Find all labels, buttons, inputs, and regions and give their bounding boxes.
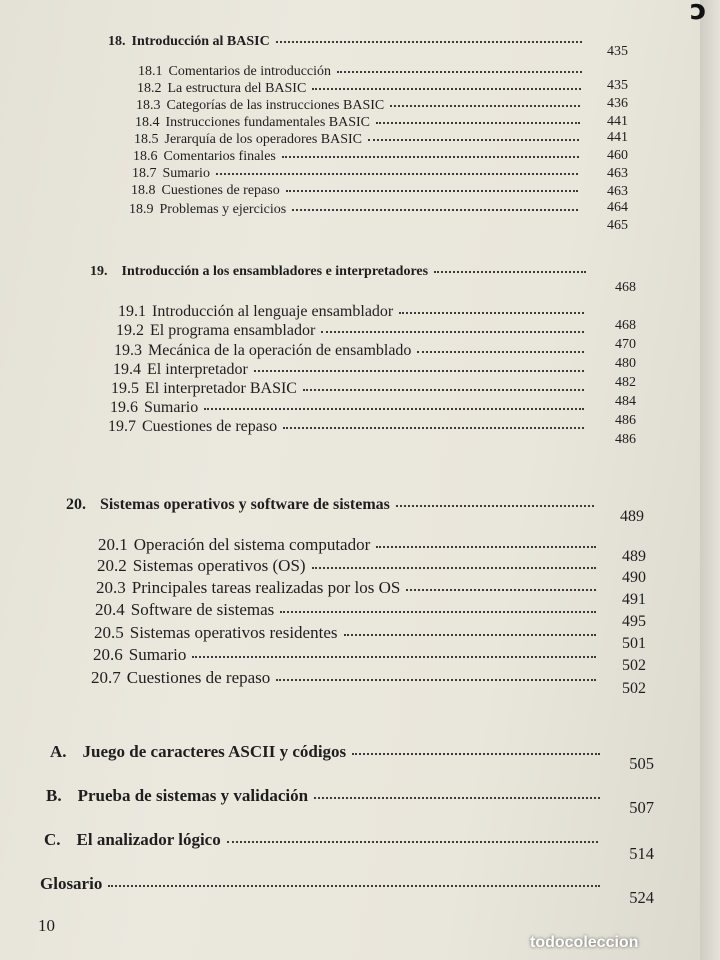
watermark: todocoleccion xyxy=(530,934,639,951)
toc-page-number: 460 xyxy=(607,148,628,163)
toc-page-number: 502 xyxy=(622,657,646,674)
toc-page-number: 441 xyxy=(607,130,628,145)
appendix-page-number: 514 xyxy=(629,844,654,863)
toc-page-number: 491 xyxy=(622,591,646,608)
dot-leader xyxy=(376,121,580,124)
glossary-entry: Glosario xyxy=(40,874,606,894)
dot-leader xyxy=(292,208,578,211)
dot-leader xyxy=(344,633,597,636)
toc-page-number: 502 xyxy=(622,680,646,697)
appendix-page-number: 505 xyxy=(629,754,654,773)
toc-entry: 18.6 Comentarios finales xyxy=(133,149,585,165)
chapter-19-page: 468 xyxy=(615,280,636,295)
dot-leader xyxy=(204,407,584,410)
chapter-number: 19. xyxy=(90,264,108,279)
toc-entry: 19.4 El interpretador xyxy=(113,361,590,379)
dot-leader xyxy=(216,172,578,175)
chapter-number: 18. xyxy=(108,34,126,49)
chapter-18-page: 435 xyxy=(607,44,628,59)
appendix-page-number: 507 xyxy=(629,798,654,817)
dot-leader xyxy=(399,311,584,314)
chapter-title: Introducción al BASIC xyxy=(131,34,270,49)
dot-leader xyxy=(368,138,579,141)
toc-page-number: 441 xyxy=(607,114,628,129)
dot-leader xyxy=(352,752,600,755)
toc-page-number: 436 xyxy=(607,96,628,111)
appendix-c-entry: C. El analizador lógico xyxy=(44,830,604,850)
toc-entry: 20.7 Cuestiones de repaso xyxy=(91,668,602,688)
dot-leader xyxy=(406,588,596,591)
chapter-19-heading xyxy=(90,264,592,280)
toc-page-number: 464 xyxy=(607,200,628,215)
toc-entry: 20.5 Sistemas operativos residentes xyxy=(94,623,602,643)
toc-entry: 18.1 Comentarios de introducción xyxy=(138,64,588,80)
cropped-mark: ɔ xyxy=(690,0,707,20)
toc-entry: 19.2 El programa ensamblador xyxy=(116,322,590,340)
dot-leader xyxy=(282,155,579,158)
glossary-page-number: 524 xyxy=(629,888,654,907)
toc-page-number: 501 xyxy=(622,635,646,652)
dot-leader xyxy=(434,270,586,273)
toc-entry: 20.3 Principales tareas realizadas por los OS xyxy=(96,578,602,598)
chapter-title: Introducción a los ensambladores e interpretadores xyxy=(121,264,429,279)
dot-leader xyxy=(303,388,584,391)
chapter-20-heading xyxy=(66,496,600,514)
toc-entry: 18.5 Jerarquía de los operadores BASIC xyxy=(134,132,585,148)
dot-leader xyxy=(192,655,596,658)
dot-leader xyxy=(314,796,600,799)
toc-page-number: 490 xyxy=(622,569,646,586)
page-number: 10 xyxy=(38,916,55,935)
toc-page-number: 470 xyxy=(615,337,636,352)
dot-leader xyxy=(280,610,596,613)
dot-leader xyxy=(417,350,584,353)
toc-entry: 19.6 Sumario xyxy=(110,399,590,417)
toc-entry: 20.1 Operación del sistema computador xyxy=(98,535,602,555)
dot-leader xyxy=(376,545,596,548)
toc-entry: 19.5 El interpretador BASIC xyxy=(111,380,590,398)
toc-page-number: 486 xyxy=(615,432,636,447)
dot-leader xyxy=(254,369,584,372)
chapter-18-heading xyxy=(108,34,588,50)
toc-page-number: 435 xyxy=(607,78,628,93)
chapter-title: Sistemas operativos y software de sistemas xyxy=(100,496,390,513)
dot-leader xyxy=(286,189,578,192)
toc-page-number: 468 xyxy=(615,318,636,333)
dot-leader xyxy=(321,330,584,333)
chapter-number: 20. xyxy=(66,496,86,513)
toc-page-number: 484 xyxy=(615,394,636,409)
toc-page-number: 480 xyxy=(615,356,636,371)
toc-entry: 18.7 Sumario xyxy=(132,166,584,182)
dot-leader xyxy=(396,504,594,507)
toc-page-number: 463 xyxy=(607,166,628,181)
dot-leader xyxy=(283,426,584,429)
toc-page-number: 489 xyxy=(622,548,646,565)
appendix-a-entry: A. Juego de caracteres ASCII y códigos xyxy=(50,742,606,762)
toc-page-number: 482 xyxy=(615,375,636,390)
appendix-b-entry: B. Prueba de sistemas y validación xyxy=(46,786,606,806)
dot-leader xyxy=(337,70,582,73)
dot-leader xyxy=(276,40,582,43)
toc-page-number: 463 xyxy=(607,184,628,199)
toc-entry: 19.3 Mecánica de la operación de ensamblado xyxy=(114,342,590,360)
background-edge xyxy=(700,0,720,960)
toc-entry: 18.2 La estructura del BASIC xyxy=(137,81,587,97)
dot-leader xyxy=(276,678,596,681)
toc-page-number: 465 xyxy=(607,218,628,233)
dot-leader xyxy=(312,87,581,90)
toc-page-number: 486 xyxy=(615,413,636,428)
chapter-20-page: 489 xyxy=(620,508,644,525)
toc-entry: 18.9 Problemas y ejercicios xyxy=(129,202,584,218)
dot-leader xyxy=(227,840,598,843)
toc-entry: 18.8 Cuestiones de repaso xyxy=(131,183,584,199)
dot-leader xyxy=(108,884,600,887)
toc-entry: 20.2 Sistemas operativos (OS) xyxy=(97,556,602,576)
toc-page-number: 495 xyxy=(622,613,646,630)
dot-leader xyxy=(312,566,596,569)
toc-entry: 19.1 Introducción al lenguaje ensamblador xyxy=(118,303,590,321)
toc-entry: 18.4 Instrucciones fundamentales BASIC xyxy=(135,115,586,131)
toc-entry: 20.4 Software de sistemas xyxy=(95,600,602,620)
toc-entry: 19.7 Cuestiones de repaso xyxy=(108,418,590,436)
dot-leader xyxy=(390,104,580,107)
toc-entry: 20.6 Sumario xyxy=(93,645,602,665)
toc-entry: 18.3 Categorías de las instrucciones BASIC xyxy=(136,98,586,114)
